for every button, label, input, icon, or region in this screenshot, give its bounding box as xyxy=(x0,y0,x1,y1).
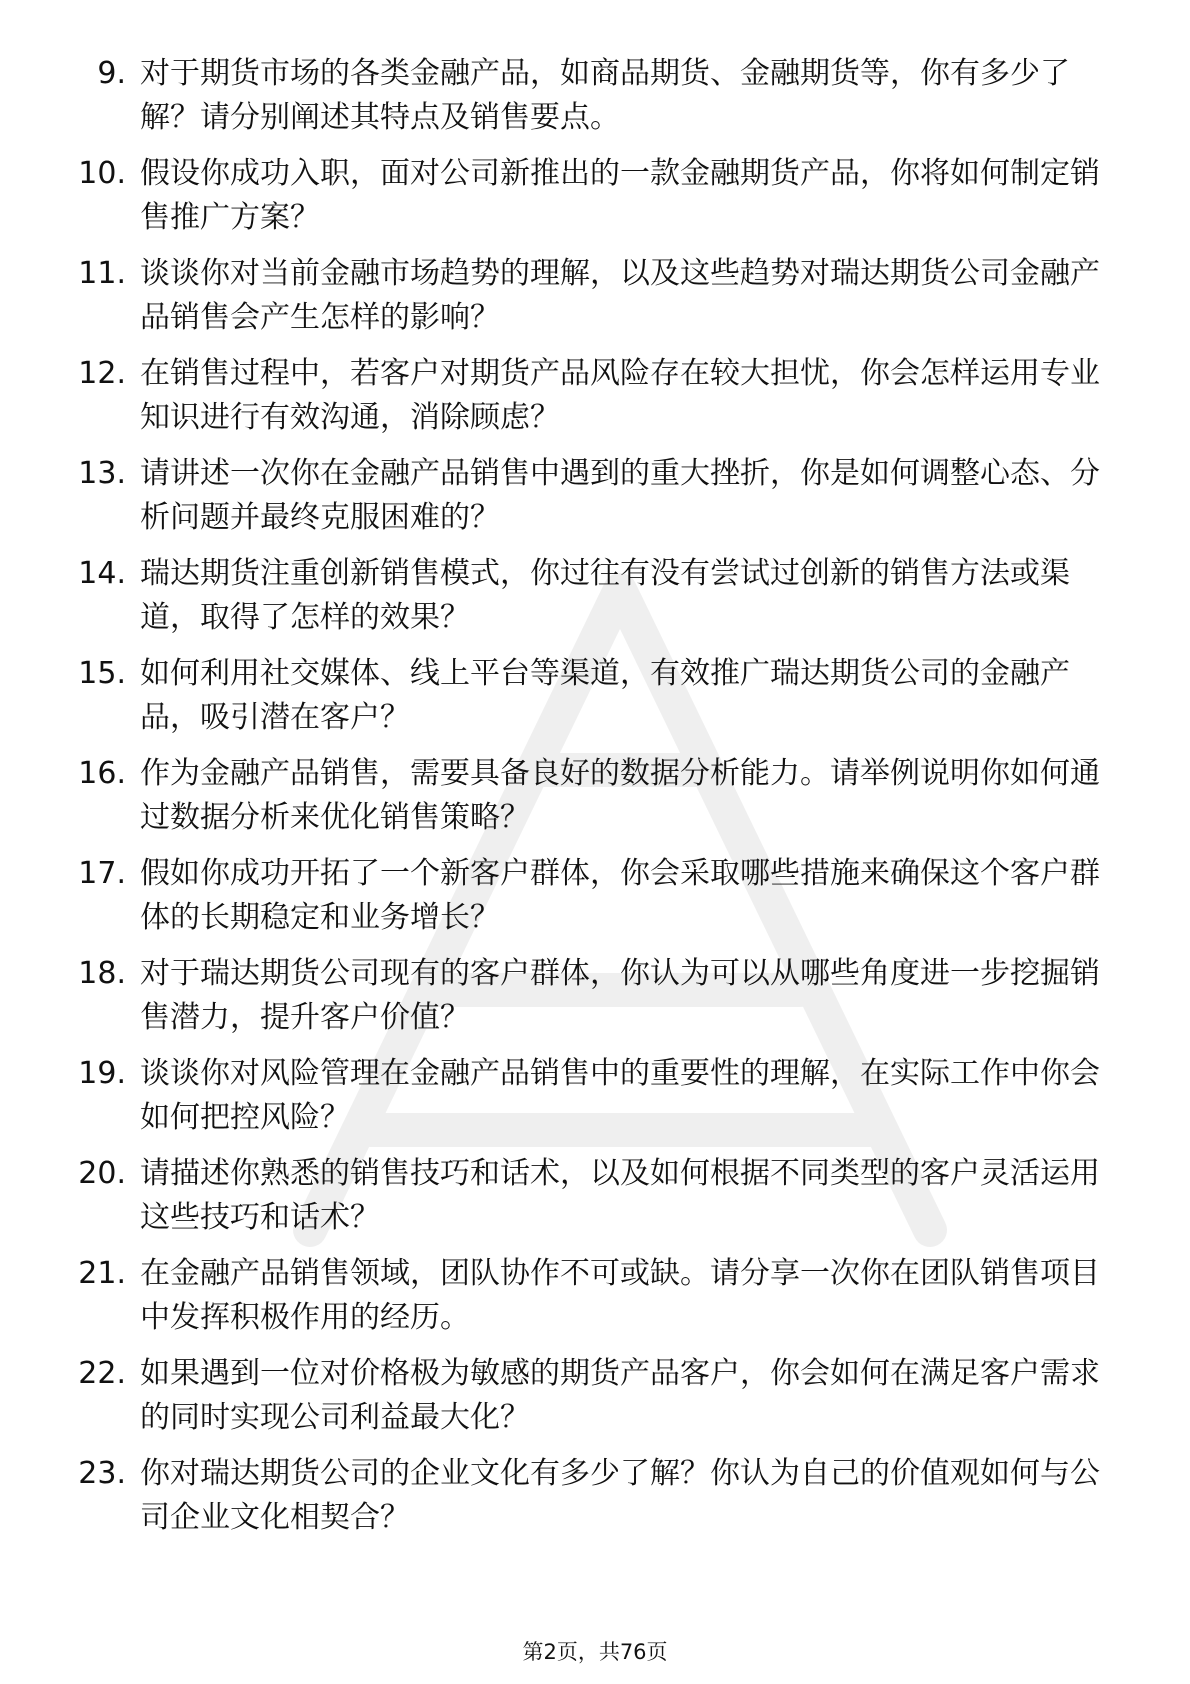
question-item xyxy=(50,1452,1110,1552)
question-text: 如何利用社交媒体、线上平台等渠道，有效推广瑞达期货公司的金融产品，吸引潜在客户？ xyxy=(140,656,1070,735)
question-number: 22. xyxy=(78,1356,126,1391)
question-text: 对于瑞达期货公司现有的客户群体，你认为可以从哪些角度进一步挖掘销售潜力，提升客户价值？ xyxy=(140,956,1100,1035)
page-footer xyxy=(0,1636,1190,1666)
question-item xyxy=(50,1352,1110,1452)
question-text: 请描述你熟悉的销售技巧和话术，以及如何根据不同类型的客户灵活运用这些技巧和话术？ xyxy=(140,1156,1100,1235)
question-text: 在销售过程中，若客户对期货产品风险存在较大担忧，你会怎样运用专业知识进行有效沟通，消除顾虑？ xyxy=(140,356,1100,435)
question-number: 11. xyxy=(78,256,126,291)
question-item xyxy=(50,352,1110,452)
question-text: 请讲述一次你在金融产品销售中遇到的重大挫折，你是如何调整心态、分析问题并最终克服困难的？ xyxy=(140,456,1100,535)
question-number: 13. xyxy=(78,456,126,491)
page-number-label: 第2页，共76页 xyxy=(522,1640,668,1664)
question-item xyxy=(50,252,1110,352)
question-number: 19. xyxy=(78,1056,126,1091)
question-text: 作为金融产品销售，需要具备良好的数据分析能力。请举例说明你如何通过数据分析来优化销售策略？ xyxy=(140,756,1100,835)
question-text: 谈谈你对当前金融市场趋势的理解，以及这些趋势对瑞达期货公司金融产品销售会产生怎样的影响？ xyxy=(140,256,1100,335)
question-number: 15. xyxy=(78,656,126,691)
question-item xyxy=(50,552,1110,652)
question-number: 10. xyxy=(78,156,126,191)
question-item xyxy=(50,452,1110,552)
question-item xyxy=(50,152,1110,252)
question-number: 21. xyxy=(78,1256,126,1291)
question-number: 17. xyxy=(78,856,126,891)
question-item xyxy=(50,1252,1110,1352)
question-text: 你对瑞达期货公司的企业文化有多少了解？你认为自己的价值观如何与公司企业文化相契合？ xyxy=(140,1456,1100,1535)
question-number: 20. xyxy=(78,1156,126,1191)
question-text: 在金融产品销售领域，团队协作不可或缺。请分享一次你在团队销售项目中发挥积极作用的经历。 xyxy=(140,1256,1100,1335)
question-number: 14. xyxy=(78,556,126,591)
question-number: 23. xyxy=(78,1456,126,1491)
question-text: 假如你成功开拓了一个新客户群体，你会采取哪些措施来确保这个客户群体的长期稳定和业务增长？ xyxy=(140,856,1100,935)
question-text: 瑞达期货注重创新销售模式，你过往有没有尝试过创新的销售方法或渠道，取得了怎样的效果？ xyxy=(140,556,1070,635)
question-number: 18. xyxy=(78,956,126,991)
question-number: 9. xyxy=(97,56,126,91)
question-text: 谈谈你对风险管理在金融产品销售中的重要性的理解，在实际工作中你会如何把控风险？ xyxy=(140,1056,1100,1135)
question-item xyxy=(50,952,1110,1052)
question-number: 12. xyxy=(78,356,126,391)
question-item xyxy=(50,1052,1110,1152)
question-text: 假设你成功入职，面对公司新推出的一款金融期货产品，你将如何制定销售推广方案？ xyxy=(140,156,1100,235)
question-item xyxy=(50,1152,1110,1252)
question-item xyxy=(50,852,1110,952)
question-item xyxy=(50,52,1110,152)
question-text: 对于期货市场的各类金融产品，如商品期货、金融期货等，你有多少了解？请分别阐述其特点及销售要点。 xyxy=(140,56,1070,135)
question-text: 如果遇到一位对价格极为敏感的期货产品客户，你会如何在满足客户需求的同时实现公司利益最大化？ xyxy=(140,1356,1100,1435)
question-number: 16. xyxy=(78,756,126,791)
question-item xyxy=(50,652,1110,752)
question-list xyxy=(50,52,1110,1552)
question-item xyxy=(50,752,1110,852)
